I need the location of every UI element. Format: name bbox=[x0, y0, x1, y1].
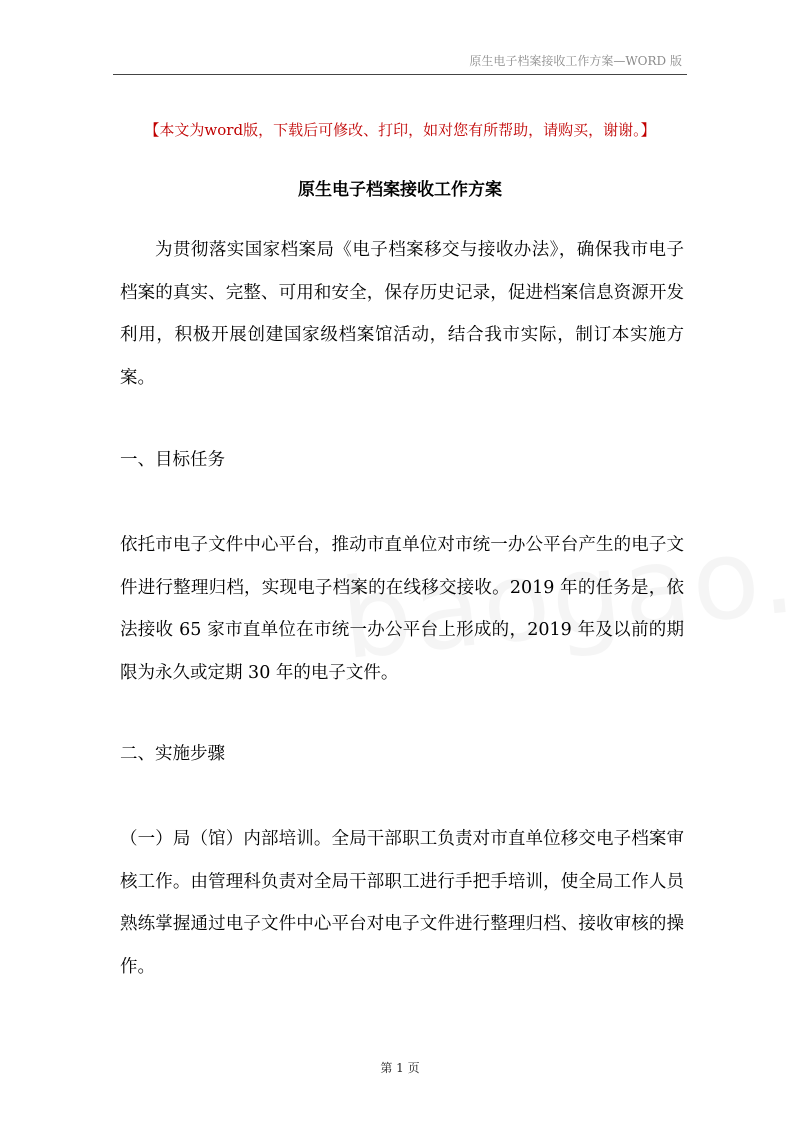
goals-paragraph: 依托市电子文件中心平台，推动市直单位对市统一办公平台产生的电子文件进行整理归档，实现电子档案的在线移交接收。2019 年的任务是，依法接收 65 家市直单位在市统一办公平台上形成的，2019 年及以前的期限为永久或定期 30 年的电子文件。 bbox=[120, 535, 684, 683]
section-heading-steps: 二、实施步骤 bbox=[120, 744, 225, 764]
watermark bbox=[335, 484, 800, 684]
purchase-notice: 【本文为word版，下载后可修改、打印，如对您有所帮助，请购买，谢谢。】 bbox=[144, 121, 656, 139]
header-divider bbox=[113, 74, 687, 75]
document-title: 原生电子档案接收工作方案 bbox=[298, 180, 502, 200]
page-number: 第 1 页 bbox=[380, 1061, 420, 1075]
steps-paragraph: （一）局（馆）内部培训。全局干部职工负责对市直单位移交电子档案审核工作。由管理科负责对全局干部职工进行手把手培训，使全局工作人员熟练掌握通过电子文件中心平台对电子文件进行整理归档、接收审核的操作。 bbox=[120, 829, 684, 977]
running-header: 原生电子档案接收工作方案—WORD 版 bbox=[469, 54, 682, 68]
section-heading-goals: 一、目标任务 bbox=[120, 450, 225, 470]
intro-paragraph: 为贯彻落实国家档案局《电子档案移交与接收办法》，确保我市电子档案的真实、完整、可用和安全，保存历史记录，促进档案信息资源开发利用，积极开展创建国家级档案馆活动，结合我市实际，制订本实施方案。 bbox=[120, 240, 684, 388]
